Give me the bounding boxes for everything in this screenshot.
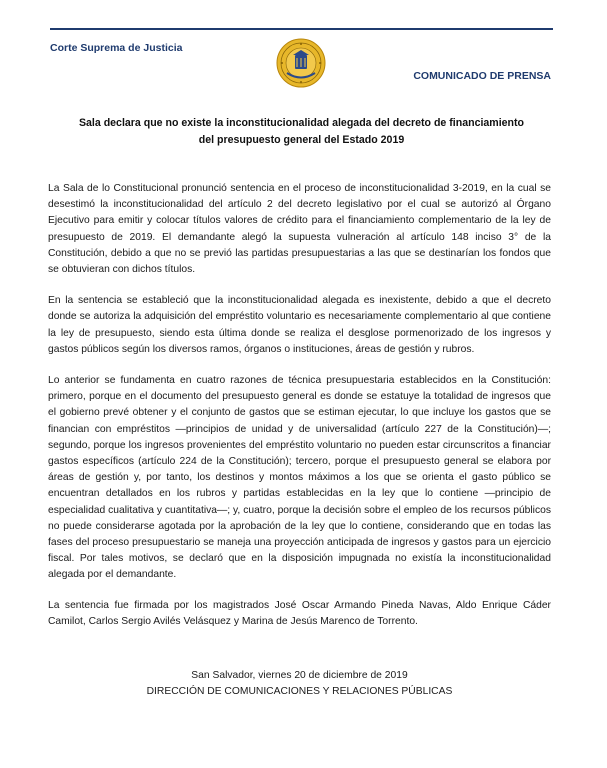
paragraph-3: Lo anterior se fundamenta en cuatro razones de técnica presupuestaria establecidos en la Constitución: primero, porque en el documento del presupuesto general es donde se estatuye la totalidad de ingresos que el gobierno prevé obtener y el conjunto de gastos que se estiman ejecutar, lo que incluye los gastos que se financian con empréstitos —principios de unidad y de universalidad (artículo 227 de la Constitución)—; segundo, porque los ingresos provenientes del empréstito voluntario no pueden estar circunscritos a financiar gastos específicos (artículo 224 de la Constitución); tercero, porque el presupuesto general se elabora por áreas de gestión y, por tanto, los destinos y montos máximos a los que se orienta el gasto público se encuentran detallados en los rubros y partidas establecidas en la ley que lo contiene —principio de especialidad cualitativa y cuantitativa—; y, cuatro, porque la decisión sobre el empleo de los recursos públicos no puede considerarse agotada por la aprobación de la ley que lo contiene, considerando que en todas las fases del proceso presupuestario se maneja una proyección anticipada de ingresos y gastos para un ejercicio fiscal. Por tales motivos, se declaró que en la disposición impugnada no existía la inconstitucionalidad alegada por el demandante. xyxy=(48,375,551,581)
paragraph-4: La sentencia fue firmada por los magistrados José Oscar Armando Pineda Navas, Aldo Enrique Cáder Camilot, Carlos Sergio Avilés Velásquez y Marina de Jesús Marenco de Torrento. xyxy=(48,599,551,627)
paragraph-1: La Sala de lo Constitucional pronunció sentencia en el proceso de inconstitucionalidad 3-2019, en la cual se desestimó la inconstitucionalidad del artículo 2 del decreto legislativo por el cual se autorizó al Órgano Ejecutivo para emitir y colocar títulos valores de crédito para el financiamiento complementario de la ley de presupuesto de 2019. El demandante alegó la supuesta vulneración al artículo 148 inciso 3° de la Constitución, debido a que no se previó las partidas presupuestarias a las que se destinarían los fondos que se obtuvieran con dichos títulos. xyxy=(48,183,551,276)
body-text xyxy=(48,181,551,645)
headline-line-1: Sala declara que no existe la inconstitucionalidad alegada del decreto de financiamiento xyxy=(78,117,525,129)
court-name: Corte Suprema de Justicia xyxy=(50,42,183,54)
press-release-label: COMUNICADO DE PRENSA xyxy=(413,70,551,82)
closing-block xyxy=(48,668,551,700)
paragraph-2: En la sentencia se estableció que la inconstitucionalidad alegada es inexistente, debido a que el decreto donde se autoriza la adquisición del empréstito voluntario es necesariamente complementario al que contiene la ley de presupuesto, siendo esta última donde se realiza el desglose pormenorizado de los ingresos y gastos públicos según los diversos ramos, órganos o instituciones, áreas de gestión y rubros. xyxy=(48,295,551,355)
headline-line-2: del presupuesto general del Estado 2019 xyxy=(198,134,405,146)
issuing-department: DIRECCIÓN DE COMUNICACIONES Y RELACIONES PÚBLICAS xyxy=(146,686,453,697)
court-seal-icon xyxy=(276,38,326,88)
place-date: San Salvador, viernes 20 de diciembre de 2019 xyxy=(191,670,408,681)
headline xyxy=(60,115,543,149)
header-rule xyxy=(50,28,553,30)
